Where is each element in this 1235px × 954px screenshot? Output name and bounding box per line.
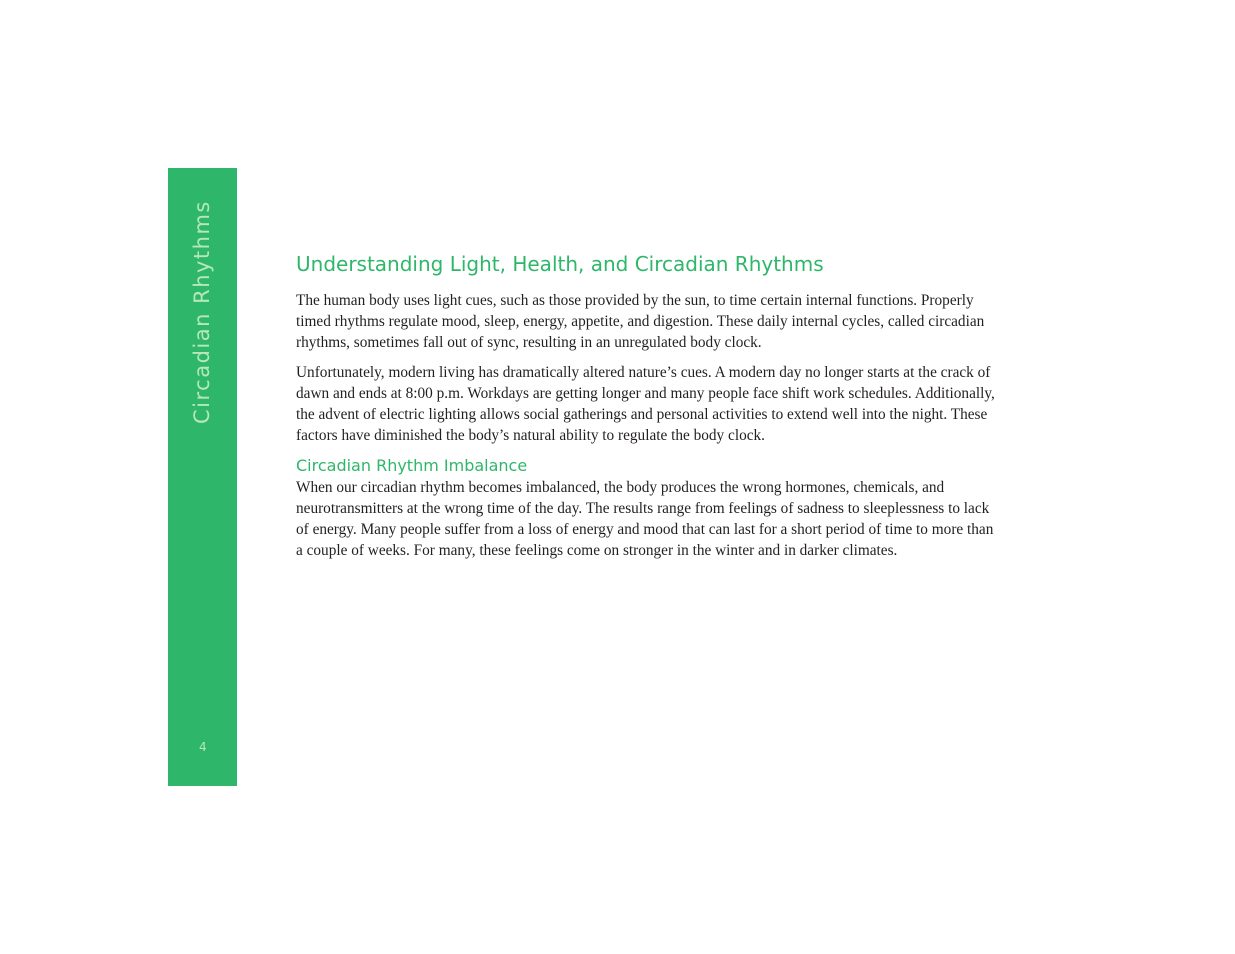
- paragraph-intro: The human body uses light cues, such as those provided by the sun, to time certain internal functions. Properly timed rhythms regulate mood, sleep, energy, appetite, and digestion. These daily internal cycles, called circadian rhythms, sometimes fall out of sync, resulting in an unregulated body clock.: [296, 292, 985, 351]
- paragraph-imbalance: When our circadian rhythm becomes imbalanced, the body produces the wrong hormones, chemicals, and neurotransmitters at the wrong time of the day. The results range from feelings of sadness to sleeplessness to lack of energy. Many people suffer from a loss of energy and mood that can last for a short period of time to more than a couple of weeks. For many, these feelings come on stronger in the winter and in darker climates.: [296, 479, 994, 559]
- page-number: 4: [199, 740, 207, 754]
- side-tab: [168, 168, 237, 786]
- paragraph-modern-living: Unfortunately, modern living has dramatically altered nature’s cues. A modern day no longer starts at the crack of dawn and ends at 8:00 p.m. Workdays are getting longer and many people face shift work schedules. Additionally, the advent of electric lighting allows social gatherings and personal activities to extend well into the night. These factors have diminished the body’s natural ability to regulate the body clock.: [296, 364, 995, 444]
- subheading-imbalance: Circadian Rhythm Imbalance: [296, 456, 528, 475]
- main-content: [296, 250, 996, 561]
- section-title-vertical: Circadian Rhythms: [190, 200, 214, 424]
- page-heading: Understanding Light, Health, and Circadian Rhythms: [296, 252, 824, 276]
